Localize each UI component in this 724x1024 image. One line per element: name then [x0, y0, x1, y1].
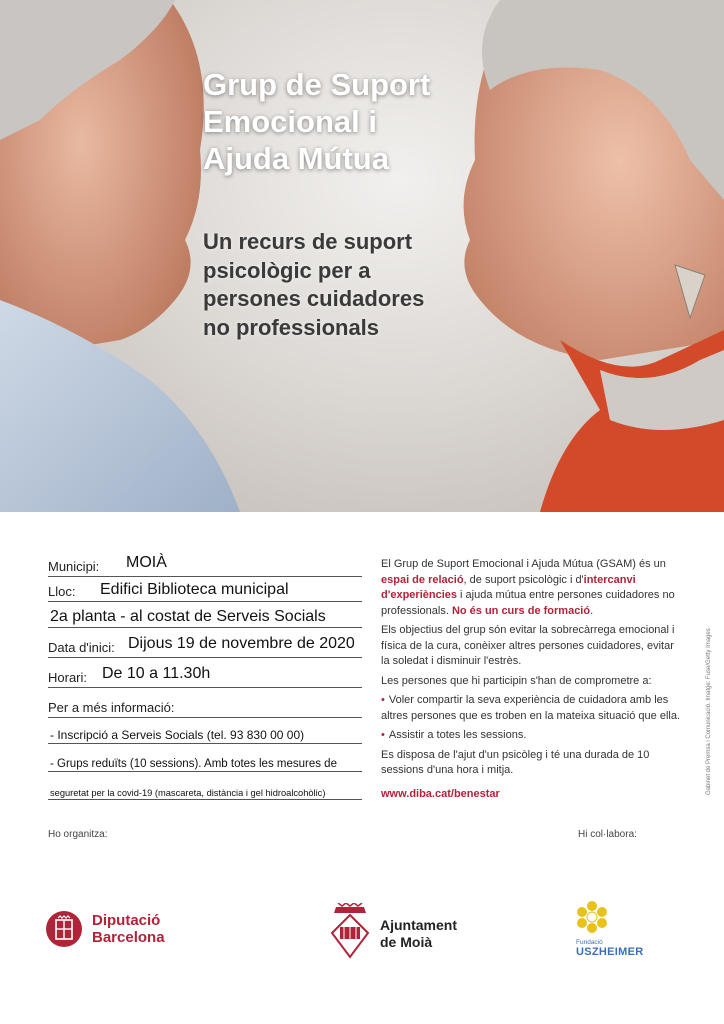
lloc-row-2 — [48, 607, 362, 628]
info-label: Per a més informació: — [48, 700, 175, 715]
image-credit: Gabinet de Premsa i Comunicació. Imatge: Fuse/Getty Images — [706, 628, 712, 795]
desc-bullet-1 — [381, 693, 681, 724]
lloc-value-2: 2a planta - al costat de Serveis Socials — [50, 608, 326, 625]
desc-p1-text-d: . — [590, 604, 594, 617]
horari-value: De 10 a 11.30h — [102, 665, 211, 682]
desc-bullet-1-text: Voler compartir la seva experiència de cuidadora amb les altres persones que es troben en la mateixa situació que ella. — [381, 694, 681, 722]
lloc-row — [48, 581, 362, 602]
data-inici-value: Dijous 19 de novembre de 2020 — [128, 635, 355, 652]
info-line-1: - Inscripció a Serveis Socials (tel. 93 830 00 00) — [50, 728, 305, 742]
diputacio-seal-icon — [45, 910, 83, 948]
horari-row — [48, 667, 362, 688]
moia-line-2: de Moià — [380, 934, 433, 950]
website-link[interactable]: www.diba.cat/benestar — [381, 787, 500, 800]
diputacio-line-2: Barcelona — [92, 929, 165, 946]
municipi-label: Municipi: — [48, 559, 100, 574]
diputacio-line-1: Diputació — [92, 912, 161, 929]
desc-p1-text-b: , de suport psicològic i d' — [463, 573, 584, 586]
diputacio-logo — [45, 908, 205, 952]
info-line-3: seguretat per la covid-19 (mascareta, distància i gel hidroalcohòlic) — [50, 788, 326, 798]
info-line-1-row — [48, 723, 362, 744]
desc-bullet-2 — [381, 728, 681, 744]
flower-icon — [575, 900, 609, 934]
desc-bullet-2-text: Assistir a totes les sessions. — [388, 729, 527, 741]
poster-subtitle: Un recurs de suport psicològic per a persones cuidadores no professionals — [203, 229, 425, 340]
fundacio-small-text: Fundació — [576, 939, 603, 946]
desc-paragraph-2: Els objectius del grup són evitar la sobrecàrrega emocional i física de la cura, conèixer altres persones cuidadores, evitar la soledat i disminuir l'estrès. — [381, 624, 675, 667]
desc-paragraph-3: Les persones que hi participin s'han de comprometre a: — [381, 674, 652, 687]
ajuntament-moia-logo — [328, 903, 468, 963]
organitza-label: Ho organitza: — [48, 829, 108, 840]
lloc-label: Lloc: — [48, 584, 76, 599]
fundacio-uszheimer-logo — [575, 900, 655, 960]
desc-p1-highlight-1: espai de relació — [381, 573, 464, 586]
info-line-3-row — [48, 779, 362, 800]
desc-p1-text-c: i ajuda mútua entre persones cuidadores no professionals. — [381, 589, 675, 617]
moia-shield-icon — [328, 903, 372, 959]
data-inici-label: Data d'inici: — [48, 640, 115, 655]
fundacio-name: USZHEIMER — [576, 946, 644, 958]
desc-p1-text-a: El Grup de Suport Emocional i Ajuda Mútua (GSAM) és un — [381, 558, 666, 570]
moia-line-1: Ajuntament — [380, 917, 457, 933]
desc-p1-highlight-3: No és un curs de formació — [451, 604, 591, 617]
bullet-icon: • — [381, 729, 385, 741]
info-row — [48, 697, 362, 718]
desc-paragraph-4: Es disposa de l'ajut d'un psicòleg i té una durada de 10 sessions d'una hora i mitja. — [381, 748, 650, 776]
info-line-2: - Grups reduïts (10 sessions). Amb totes les mesures de — [50, 758, 337, 770]
poster-title: Grup de Suport Emocional i Ajuda Mútua — [203, 67, 431, 177]
desc-p1-highlight-2: intercanvi d'experiències — [381, 573, 636, 601]
data-inici-row — [48, 637, 362, 658]
desc-paragraph-1 — [381, 557, 681, 619]
collabora-label: Hi col·labora: — [578, 829, 637, 840]
horari-label: Horari: — [48, 670, 88, 685]
description — [381, 557, 681, 802]
municipi-row — [48, 556, 362, 577]
bullet-icon: • — [381, 694, 385, 706]
municipi-value: MOIÀ — [126, 554, 167, 571]
info-line-2-row — [48, 751, 362, 772]
lloc-value: Edifici Biblioteca municipal — [100, 581, 289, 598]
